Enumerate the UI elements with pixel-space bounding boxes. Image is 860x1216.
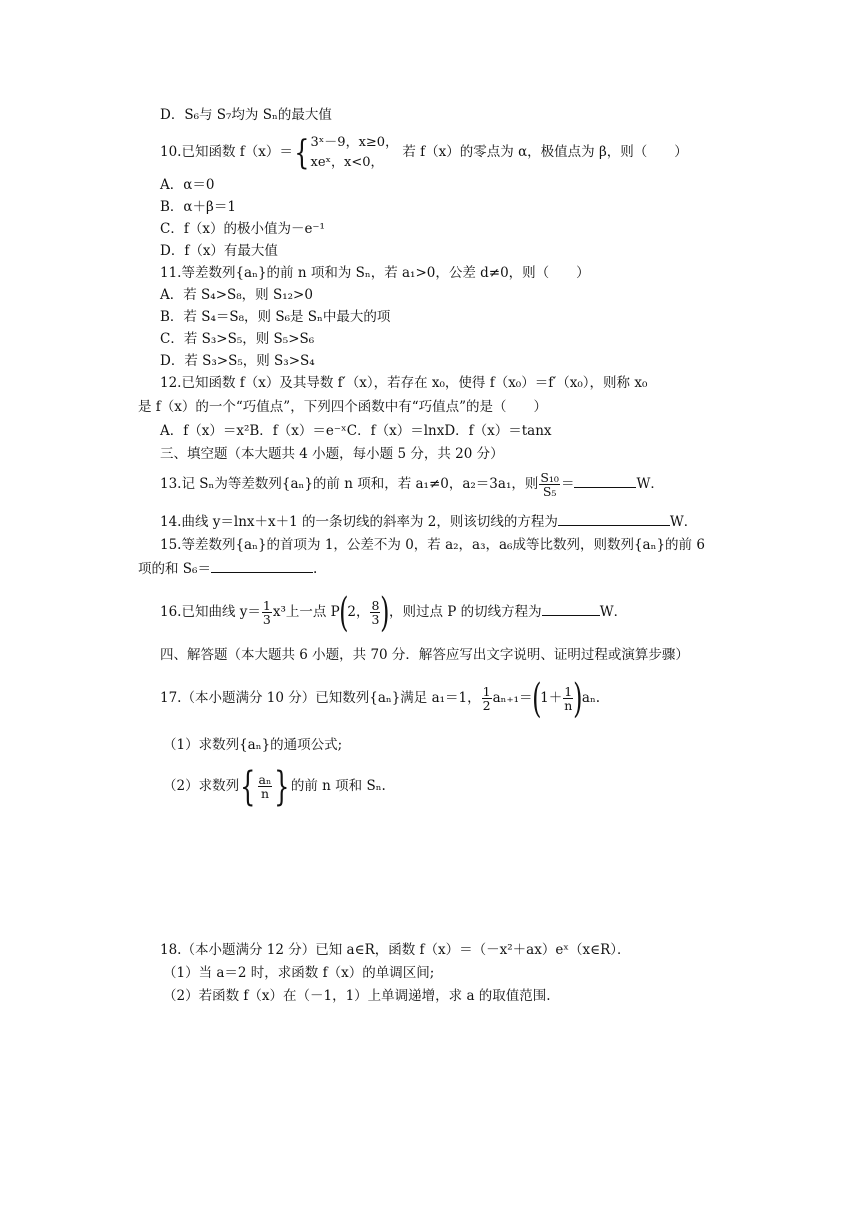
- q17-part-2: [163, 764, 386, 808]
- q18-stem: 18.（本小题满分 12 分）已知 a∈R，函数 f（x）＝（－x²＋ax）eˣ（x∈R）．: [160, 942, 631, 958]
- q17-mid: aₙ₊₁＝: [492, 690, 533, 706]
- q13-fraction: [539, 471, 560, 498]
- q16-post: ，则过点 P 的切线方程为: [389, 604, 542, 620]
- q16-coef-num: 1: [262, 598, 271, 613]
- q14: [160, 511, 697, 532]
- left-brace: {: [240, 763, 256, 810]
- q16: [160, 590, 627, 634]
- left-paren: (: [531, 675, 542, 722]
- q16-mid: x³上一点 P: [272, 604, 340, 620]
- q13-end: W．: [636, 476, 664, 492]
- q15-stem-line1: 15.等差数列{aₙ}的首项为 1，公差不为 0，若 a₂，a₃，a₆成等比数列，则数列{aₙ}的前 6: [160, 537, 705, 553]
- q12-stem-line1: 12.已知函数 f（x）及其导数 f′（x），若存在 x₀，使得 f（x₀）＝f′（x₀），则称 x₀: [160, 375, 648, 391]
- q17-inner-fraction: [563, 685, 573, 712]
- q10-cases: [311, 133, 399, 173]
- q13: [160, 466, 664, 502]
- q11-stem: 11.等差数列{aₙ}的前 n 项和为 Sₙ，若 a₁>0，公差 d≠0，则（ ）: [160, 265, 590, 281]
- q16-point-den: 3: [371, 612, 380, 627]
- q14-answer-blank: [558, 511, 670, 526]
- q12-options: A．f（x）＝x²B．f（x）＝e⁻ˣC．f（x）＝lnxD．f（x）＝tanx: [160, 423, 552, 439]
- q10-option-a: A．α＝0: [160, 177, 215, 193]
- q17-inner: 1＋: [540, 690, 563, 706]
- q11-option-d: D．若 S₃>S₅，则 S₃>S₄: [160, 353, 315, 369]
- q16-end: W．: [599, 604, 628, 620]
- q18-part-1: （1）当 a＝2 时，求函数 f（x）的单调区间;: [163, 965, 435, 981]
- q16-point-num: 8: [371, 598, 380, 613]
- section-4-heading: 四、解答题（本大题共 6 小题，共 70 分．解答应写出文字说明、证明过程或演算步骤）: [160, 647, 689, 663]
- q13-numerator: S₁₀: [540, 470, 559, 485]
- q10-option-c: C．f（x）的极小值为－e⁻¹: [160, 221, 325, 237]
- q11-option-c: C．若 S₃>S₅，则 S₅>S₆: [160, 331, 315, 347]
- q10-suffix: 若 f（x）的零点为 α，极值点为 β，则（ ）: [402, 144, 688, 160]
- q16-prefix: 16.已知曲线 y＝: [160, 604, 261, 620]
- q17-half-den: 2: [482, 698, 491, 713]
- q10-option-b: B．α＋β＝1: [160, 199, 236, 215]
- q17-part2-num: aₙ: [258, 772, 272, 787]
- right-brace: }: [274, 763, 290, 810]
- q17-part2-den: n: [260, 786, 270, 801]
- piecewise-brace: {: [294, 132, 310, 173]
- q10-option-d: D．f（x）有最大值: [160, 243, 278, 259]
- right-paren: ): [380, 589, 390, 636]
- q17-half: [482, 685, 492, 712]
- q18-part-2: （2）若函数 f（x）在（－1，1）上单调递增，求 a 的取值范围.: [163, 988, 551, 1004]
- q14-end: W．: [669, 514, 698, 530]
- q15-end: .: [312, 561, 318, 577]
- q13-denominator: S₅: [542, 484, 557, 499]
- q16-point-x: 2，: [347, 604, 370, 620]
- right-paren: ): [573, 675, 583, 722]
- q15-answer-blank: [211, 558, 313, 573]
- q10-prefix: 10.已知函数 f（x）＝: [160, 144, 293, 160]
- q12-stem-line2: 是 f（x）的一个“巧值点”，下列四个函数中有“巧值点”的是（ ）: [138, 399, 548, 415]
- q15-prefix: 项的和 S₆＝: [138, 561, 211, 577]
- q16-point-y: [370, 599, 380, 626]
- q17-prefix: 17.（本小题满分 10 分）已知数列{aₙ}满足 a₁＝1，: [160, 690, 481, 706]
- q13-answer-blank: [574, 473, 636, 488]
- left-paren: (: [338, 589, 349, 636]
- q13-prefix: 13.记 Sₙ为等差数列{aₙ}的前 n 项和，若 a₁≠0，a₂＝3a₁，则: [160, 476, 539, 492]
- q17-part2-prefix: （2）求数列: [163, 778, 240, 794]
- q10-case-2: xeˣ，x<0，: [310, 154, 384, 170]
- q17-post: aₙ.: [581, 690, 601, 706]
- q14-stem: 14.曲线 y＝lnx＋x＋1 的一条切线的斜率为 2，则该切线的方程为: [160, 514, 558, 530]
- q17-part2-post: 的前 n 项和 Sₙ.: [290, 778, 386, 794]
- q17-part2-fraction: [258, 773, 273, 800]
- section-3-heading: 三、填空题（本大题共 4 小题，每小题 5 分，共 20 分）: [160, 446, 504, 462]
- q11-option-a: A．若 S₄>S₈，则 S₁₂>0: [160, 287, 313, 303]
- q16-coef-den: 3: [262, 612, 271, 627]
- q17-half-num: 1: [482, 684, 491, 699]
- q17-inner-den: n: [564, 698, 573, 713]
- q13-equals: ＝: [560, 476, 575, 492]
- q10-case-1: 3ˣ－9，x≥0，: [310, 134, 399, 150]
- q15-stem-line2: [138, 558, 317, 579]
- q11-option-b: B．若 S₄＝S₈，则 S₆是 Sₙ中最大的项: [160, 309, 391, 325]
- q16-answer-blank: [542, 601, 600, 616]
- q10-stem: [160, 132, 688, 172]
- q17-part-1: （1）求数列{aₙ}的通项公式;: [163, 737, 343, 753]
- q16-coef-fraction: [262, 599, 272, 626]
- q17-stem: [160, 676, 600, 720]
- q17-inner-num: 1: [564, 684, 573, 699]
- q9-option-d: D．S₆与 S₇均为 Sₙ的最大值: [160, 107, 332, 123]
